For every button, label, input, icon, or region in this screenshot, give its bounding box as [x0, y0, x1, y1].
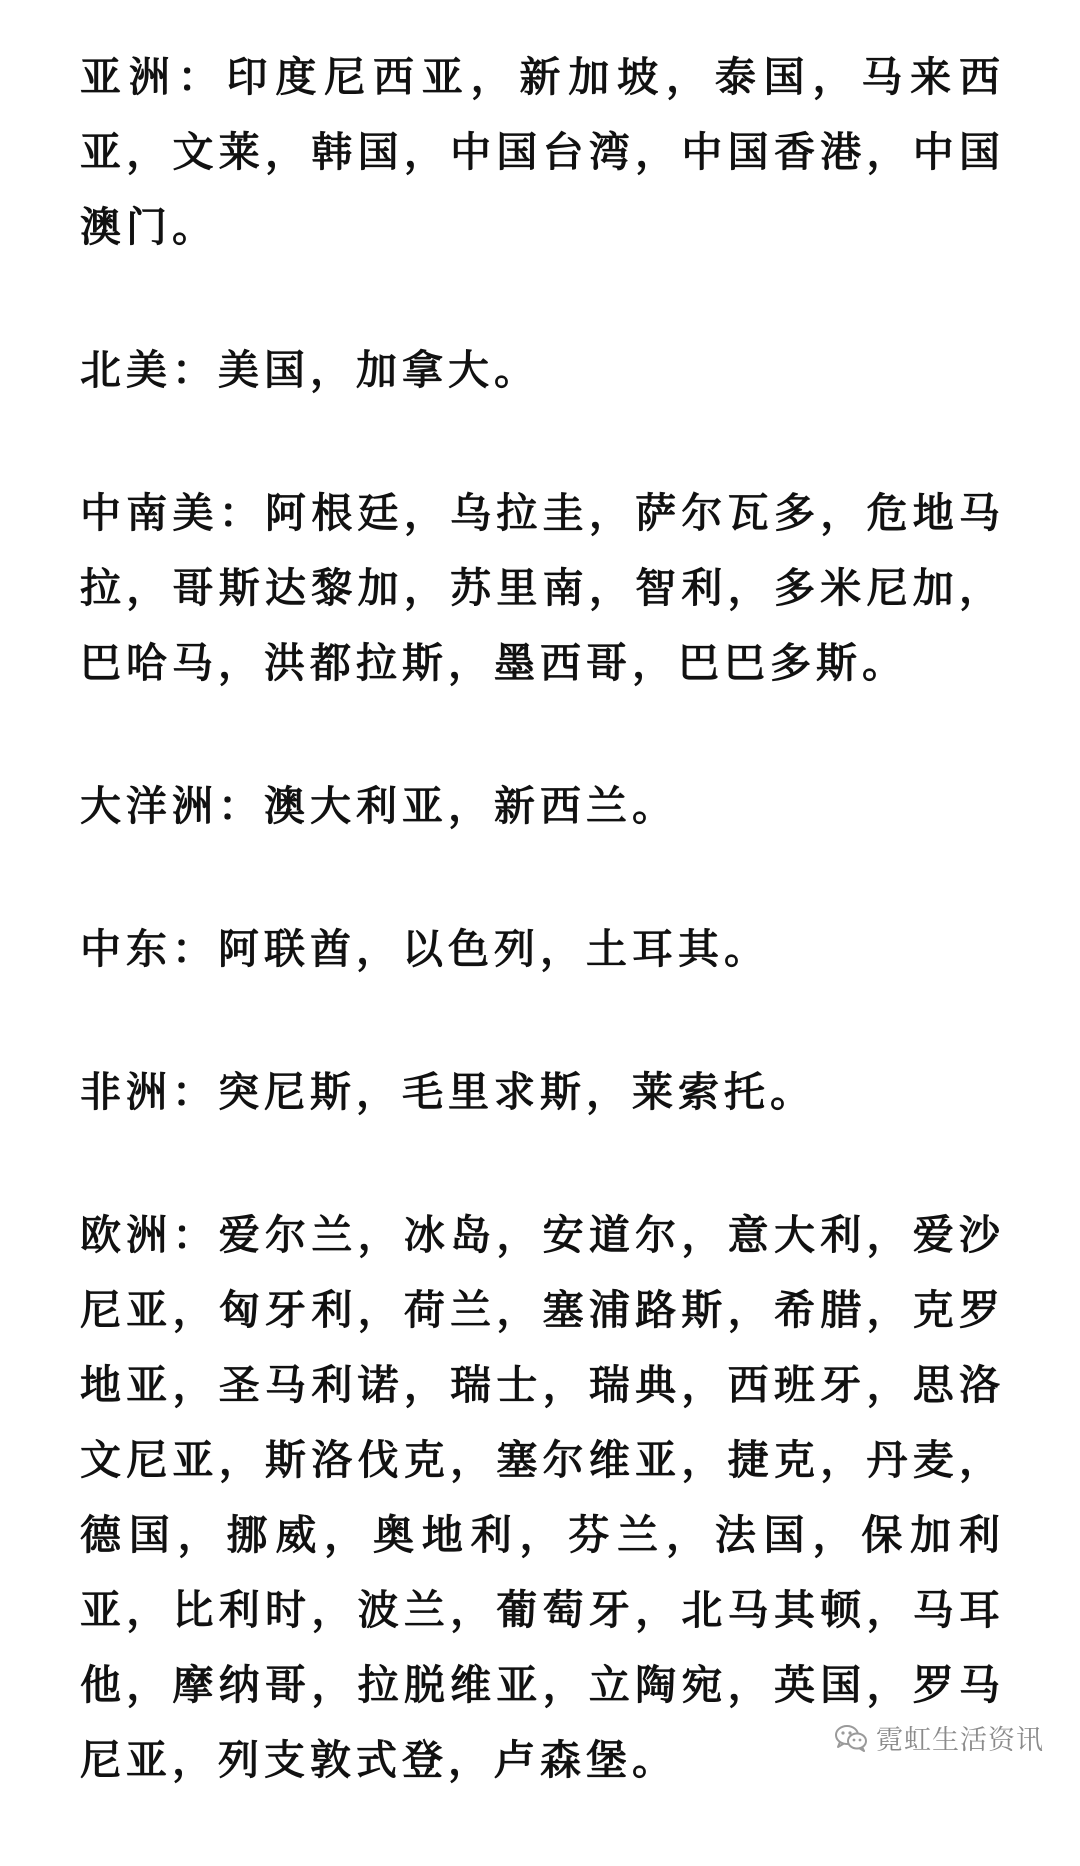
watermark-text: 霓虹生活资讯 — [876, 1725, 1044, 1756]
paragraph-middle-east: 中东：阿联酋，以色列，土耳其。 — [80, 925, 770, 973]
paragraph-oceania: 大洋洲：澳大利亚，新西兰。 — [80, 782, 678, 830]
paragraph-asia: 亚洲：印度尼西亚，新加坡，泰国，马来西亚，文莱，韩国，中国台湾，中国香港，中国澳门。 — [80, 53, 1005, 251]
paragraph-africa: 非洲：突尼斯，毛里求斯，莱索托。 — [80, 1068, 816, 1116]
watermark — [824, 1714, 1052, 1761]
article-body — [80, 40, 1005, 1866]
paragraph-north-america: 北美：美国，加拿大。 — [80, 346, 540, 394]
paragraph-latin-america: 中南美：阿根廷，乌拉圭，萨尔瓦多，危地马拉，哥斯达黎加，苏里南，智利，多米尼加，巴哈马，洪都拉斯，墨西哥，巴巴多斯。 — [80, 489, 1005, 687]
wechat-icon — [834, 1724, 868, 1752]
paragraph-europe: 欧洲：爱尔兰，冰岛，安道尔，意大利，爱沙尼亚，匈牙利，荷兰，塞浦路斯，希腊，克罗地亚，圣马利诺，瑞士，瑞典，西班牙，思洛文尼亚，斯洛伐克，塞尔维亚，捷克，丹麦，德国，挪威，奥地利，芬兰，法国，保加利亚，比利时，波兰，葡萄牙，北马其顿，马耳他，摩纳哥，拉脱维亚，立陶宛，英国，罗马尼亚，列支敦式登，卢森堡。 — [80, 1211, 1005, 1784]
